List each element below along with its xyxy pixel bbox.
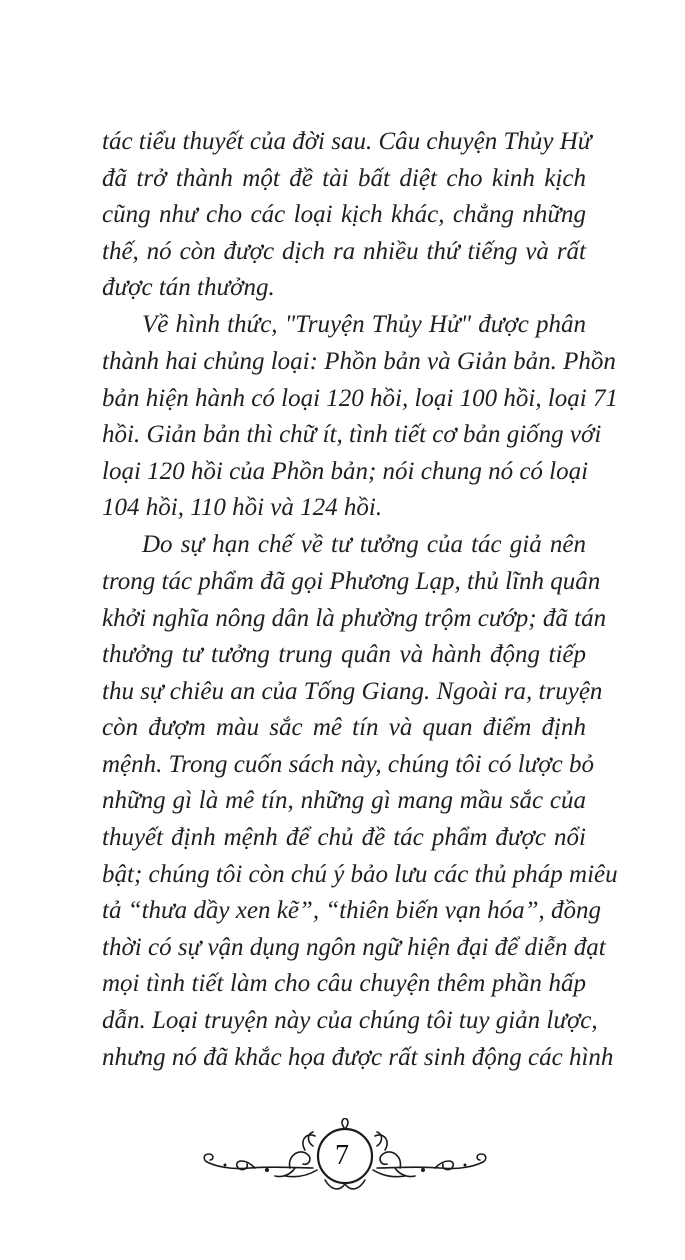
text-line: 104 hồi, 110 hồi và 124 hồi. xyxy=(102,494,383,522)
text-line: thế, nó còn được dịch ra nhiều thứ tiếng và rất xyxy=(102,237,586,265)
text-line: Do sự hạn chế về tư tưởng của tác giả nên xyxy=(142,531,586,559)
paragraph-1 xyxy=(102,124,592,307)
text-line: nhưng nó đã khắc họa được rất sinh động các hình xyxy=(102,1043,614,1071)
text-line: thu sự chiêu an của Tống Giang. Ngoài ra, truyện xyxy=(102,677,603,705)
text-line: hồi. Giản bản thì chữ ít, tình tiết cơ bản giống với xyxy=(102,421,602,449)
text-line: thưởng tư tưởng trung quân và hành động tiếp xyxy=(102,641,586,669)
text-line: tác tiểu thuyết của đời sau. Câu chuyện Thủy Hử xyxy=(102,128,592,155)
text-line: mệnh. Trong cuốn sách này, chúng tôi có lược bỏ xyxy=(102,750,594,778)
text-line: khởi nghĩa nông dân là phường trộm cướp; đã tán xyxy=(102,604,607,632)
paragraph-2 xyxy=(102,307,618,527)
text-line: bật; chúng tôi còn chú ý bảo lưu các thủ pháp miêu xyxy=(102,860,618,888)
page-number: 7 xyxy=(335,1140,349,1171)
text-line: thuyết định mệnh để chủ đề tác phẩm được nổi xyxy=(102,824,586,852)
text-line: những gì là mê tín, những gì mang mầu sắc của xyxy=(102,787,586,815)
text-line: trong tác phẩm đã gọi Phương Lạp, thủ lĩnh quân xyxy=(102,567,601,595)
text-line: mọi tình tiết làm cho câu chuyện thêm phần hấp xyxy=(102,970,586,998)
text-line: dẫn. Loại truyện này của chúng tôi tuy giản lược, xyxy=(102,1007,598,1035)
text-line: thời có sự vận dụng ngôn ngữ hiện đại để diễn đạt xyxy=(102,933,606,961)
text-line: đã trở thành một đề tài bất diệt cho kinh kịch xyxy=(102,164,586,192)
text-line: còn đượm màu sắc mê tín và quan điểm định xyxy=(102,714,586,742)
text-line: thành hai chủng loại: Phồn bản và Giản bản. Phồn xyxy=(102,347,616,375)
paragraph-3 xyxy=(102,527,618,1076)
text-line: bản hiện hành có loại 120 hồi, loại 100 hồi, loại 71 xyxy=(102,384,618,412)
text-line: loại 120 hồi của Phồn bản; nói chung nó có loại xyxy=(102,457,589,485)
text-line: tả “thưa dầy xen kẽ”, “thiên biến vạn hóa”, đồng xyxy=(102,897,601,925)
text-line: được tán thưởng. xyxy=(102,274,275,302)
text-line: cũng như cho các loại kịch khác, chẳng những xyxy=(102,201,586,229)
text-line: Về hình thức, "Truyện Thủy Hử" được phân xyxy=(142,311,586,339)
body-text xyxy=(102,124,618,1076)
